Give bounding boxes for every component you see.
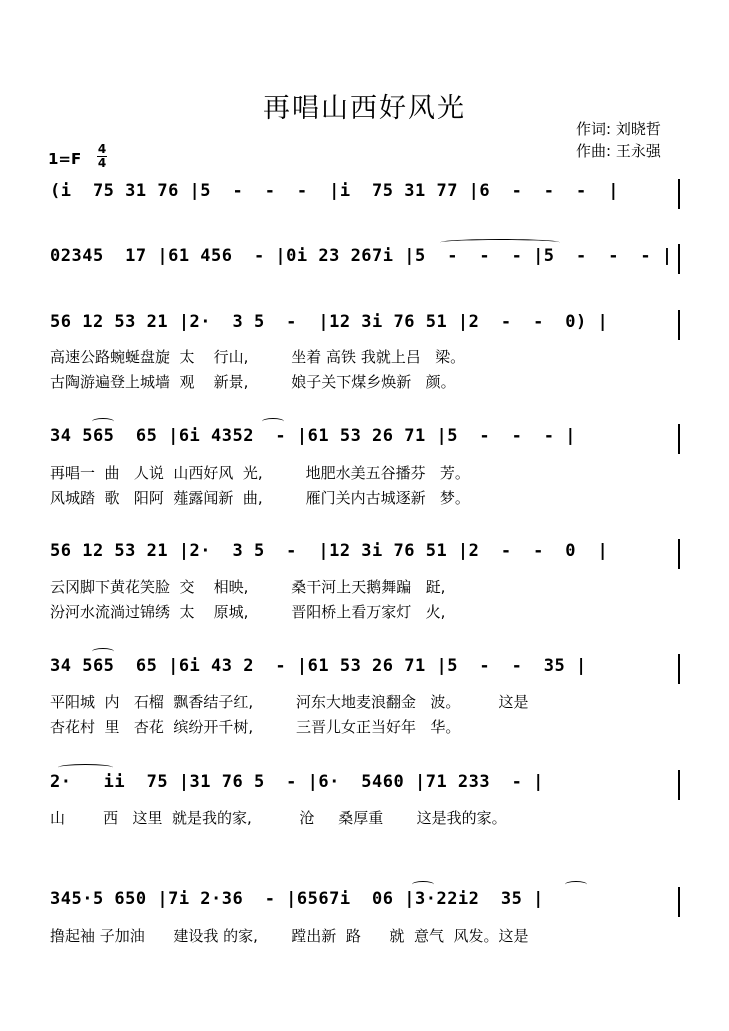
time-signature-top: 4 (97, 142, 107, 156)
end-barline (678, 654, 680, 684)
slur-arc (92, 418, 114, 425)
end-barline (678, 310, 680, 340)
lyric-verse-1: 高速公路蜿蜒盘旋 太 行山, 坐着 高铁 我就上吕 梁。 (50, 348, 466, 366)
slur-arc (565, 881, 587, 888)
key-signature: 1=F (48, 150, 82, 168)
slur-arc (262, 418, 284, 425)
end-barline (678, 424, 680, 454)
song-title: 再唱山西好风光 (263, 93, 466, 124)
end-barline (678, 539, 680, 569)
end-barline (678, 179, 680, 209)
lyric-verse-2: 汾河水流淌过锦绣 太 原城, 晋阳桥上看万家灯 火, (50, 603, 446, 621)
notation-line: 34 565 65 |6i 4352 - |61 53 26 71 |5 - - - | (50, 426, 577, 446)
lyric-verse-2: 杏花村 里 杏花 缤纷开千树, 三晋儿女正当好年 华。 (50, 718, 461, 736)
end-barline (678, 770, 680, 800)
lyric-verse-2: 古陶游遍登上城墙 观 新景, 娘子关下煤乡焕新 颜。 (50, 373, 456, 391)
notation-line: 34 565 65 |6i 43 2 - |61 53 26 71 |5 - - 35 | (50, 656, 587, 676)
notation-line: 56 12 53 21 |2· 3 5 - |12 3i 76 51 |2 - - 0 | (50, 541, 609, 561)
notation-line: (i 75 31 76 |5 - - - |i 75 31 77 |6 - - - | (50, 181, 619, 201)
tie-arc (58, 764, 113, 771)
slur-arc (412, 881, 434, 888)
lyric-verse-2: 风城踏 歌 阳阿 薤露闻新 曲, 雁门关内古城逐新 梦。 (50, 489, 470, 507)
tie-arc (440, 239, 560, 246)
lyric-verse-1: 云冈脚下黄花笑脸 交 相映, 桑干河上天鹅舞蹁 跹, (50, 578, 446, 596)
lyric-verse-1: 山 西 这里 就是我的家, 沧 桑厚重 这是我的家。 (50, 809, 507, 827)
time-signature (97, 143, 107, 170)
slur-arc (92, 648, 114, 655)
end-barline (678, 887, 680, 917)
lyricist-credit: 作词: 刘晓哲 (576, 120, 661, 138)
notation-line: 02345 17 |61 456 - |0i 23 267i |5 - - - |5 - - - | (50, 246, 673, 266)
time-signature-bottom: 4 (97, 156, 107, 170)
lyric-verse-1: 撸起袖 子加油 建设我 的家, 蹚出新 路 就 意气 风发。这是 (50, 927, 529, 945)
notation-line: 345·5 650 |7i 2·36 - |6567i 06 |3·22i2 35 | (50, 889, 544, 909)
composer-credit: 作曲: 王永强 (576, 142, 661, 160)
end-barline (678, 244, 680, 274)
notation-line: 56 12 53 21 |2· 3 5 - |12 3i 76 51 |2 - - 0) | (50, 312, 609, 332)
lyric-verse-1: 再唱一 曲 人说 山西好风 光, 地肥水美五谷播芬 芳。 (50, 464, 470, 482)
lyric-verse-1: 平阳城 内 石榴 飘香结子红, 河东大地麦浪翻金 波。 这是 (50, 693, 529, 711)
notation-line: 2· ii 75 |31 76 5 - |6· 5460 |71 233 - | (50, 772, 544, 792)
